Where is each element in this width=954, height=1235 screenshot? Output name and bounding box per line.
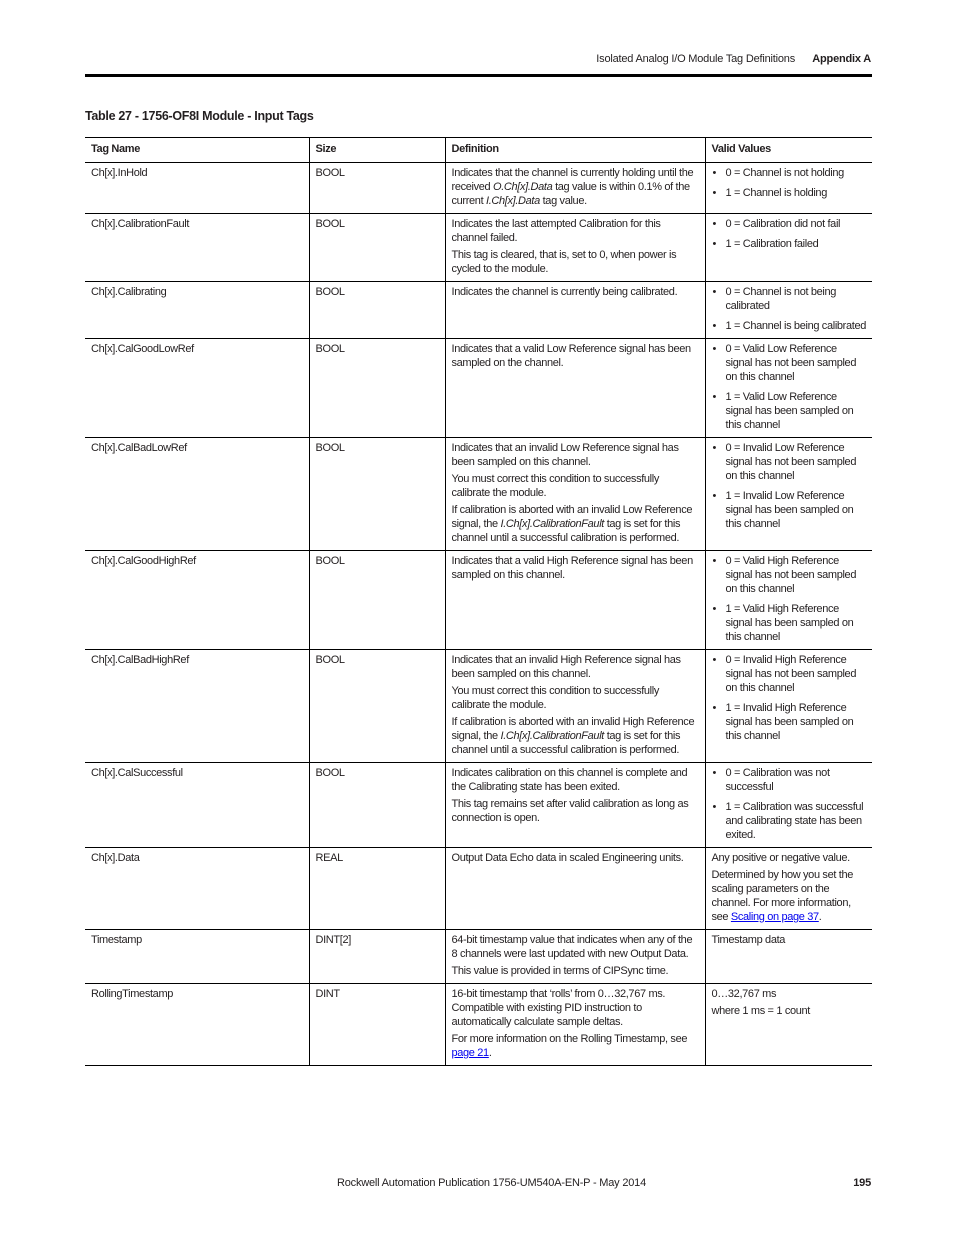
tag-reference: O.Ch[x].Data bbox=[492, 181, 553, 193]
definition-paragraph bbox=[452, 715, 699, 757]
tag-name-cell: Ch[x].CalBadHighRef bbox=[85, 650, 309, 763]
text-run: Indicates that an invalid High Reference signal has been sampled on this channel. bbox=[451, 654, 681, 680]
valid-values-cell bbox=[705, 438, 872, 551]
definition-paragraph bbox=[452, 684, 699, 712]
text-run: You must correct this condition to successfully calibrate the module. bbox=[451, 685, 660, 711]
valid-value-item bbox=[712, 285, 867, 313]
valid-value-text: 1 = Channel is holding bbox=[725, 187, 827, 199]
definition-paragraph bbox=[452, 653, 699, 681]
bullet-icon: • bbox=[712, 218, 717, 230]
publication-info: Rockwell Automation Publication 1756-UM540A-EN-P - May 2014 bbox=[337, 1177, 646, 1189]
text-run: Determined by how you set the scaling parameters on the channel. For more information, see bbox=[711, 869, 853, 923]
text-run: tag is set for this channel until a successful calibration is performed. bbox=[451, 730, 681, 756]
bullet-icon: • bbox=[712, 767, 717, 779]
definition-cell bbox=[445, 551, 705, 650]
table-header-row bbox=[85, 138, 872, 163]
valid-value-text: 1 = Valid High Reference signal has been sampled on this channel bbox=[725, 603, 854, 643]
table-title: Table 27 - 1756-OF8I Module - Input Tags bbox=[85, 109, 314, 123]
bullet-icon: • bbox=[712, 391, 717, 403]
valid-value-text: 1 = Invalid Low Reference signal has been sampled on this channel bbox=[725, 490, 854, 530]
size-cell: BOOL bbox=[309, 282, 445, 339]
valid-value-item bbox=[712, 390, 867, 432]
column-header-size: Size bbox=[309, 138, 445, 163]
tag-name-cell: Ch[x].Data bbox=[85, 848, 309, 930]
size-cell: BOOL bbox=[309, 163, 445, 214]
definition-paragraph bbox=[452, 342, 699, 370]
definition-paragraph bbox=[452, 285, 699, 299]
table-row bbox=[85, 930, 872, 984]
text-run: If calibration is aborted with an invalid High Reference signal, the bbox=[451, 716, 695, 742]
valid-values-paragraph bbox=[712, 868, 867, 924]
page-header bbox=[85, 53, 871, 69]
text-run: Indicates that a valid Low Reference signal has been sampled on the channel. bbox=[451, 343, 691, 369]
bullet-icon: • bbox=[712, 442, 717, 454]
bullet-icon: • bbox=[712, 702, 717, 714]
valid-value-text: 1 = Calibration was successful and calibrating state has been exited. bbox=[725, 801, 864, 841]
valid-values-cell bbox=[705, 763, 872, 848]
text-run: Any positive or negative value. bbox=[711, 852, 850, 864]
text-run: tag value. bbox=[539, 195, 587, 207]
page-number: 195 bbox=[853, 1177, 871, 1189]
valid-value-text: 0 = Calibration was not successful bbox=[725, 767, 830, 793]
definition-paragraph bbox=[452, 987, 699, 1029]
tag-name-cell: Ch[x].CalSuccessful bbox=[85, 763, 309, 848]
text-run: . bbox=[818, 911, 822, 923]
size-cell: BOOL bbox=[309, 339, 445, 438]
valid-value-item bbox=[712, 186, 867, 200]
size-cell: REAL bbox=[309, 848, 445, 930]
table-row bbox=[85, 339, 872, 438]
tag-reference: I.Ch[x].CalibrationFault bbox=[500, 518, 604, 530]
text-run: Timestamp data bbox=[711, 934, 786, 946]
text-run: 0…32,767 ms bbox=[711, 988, 777, 1000]
valid-value-text: 0 = Valid High Reference signal has not been sampled on this channel bbox=[725, 555, 857, 595]
valid-values-cell bbox=[705, 551, 872, 650]
tag-name-cell: RollingTimestamp bbox=[85, 984, 309, 1066]
definition-paragraph bbox=[452, 248, 699, 276]
definition-cell bbox=[445, 163, 705, 214]
valid-values-paragraph bbox=[712, 1004, 867, 1018]
bullet-icon: • bbox=[712, 320, 717, 332]
valid-value-text: 0 = Channel is not being calibrated bbox=[725, 286, 837, 312]
valid-values-list bbox=[712, 653, 867, 743]
definition-cell bbox=[445, 438, 705, 551]
valid-value-text: 0 = Calibration did not fail bbox=[725, 218, 841, 230]
text-run: 16-bit timestamp that ‘rolls’ from 0…32,767 ms. Compatible with existing PID instruction to automatically calculate sample deltas. bbox=[451, 988, 666, 1028]
valid-values-list bbox=[712, 217, 867, 251]
valid-value-text: 1 = Valid Low Reference signal has been sampled on this channel bbox=[725, 391, 854, 431]
definition-paragraph bbox=[452, 1032, 699, 1060]
valid-values-cell bbox=[705, 282, 872, 339]
text-run: . bbox=[488, 1047, 492, 1059]
table-row bbox=[85, 650, 872, 763]
table-row bbox=[85, 551, 872, 650]
definition-cell bbox=[445, 930, 705, 984]
column-header-definition: Definition bbox=[445, 138, 705, 163]
bullet-icon: • bbox=[712, 187, 717, 199]
bullet-icon: • bbox=[712, 490, 717, 502]
bullet-icon: • bbox=[712, 238, 717, 250]
definition-cell bbox=[445, 282, 705, 339]
definition-paragraph bbox=[452, 217, 699, 245]
valid-value-text: 0 = Channel is not holding bbox=[725, 167, 844, 179]
valid-value-text: 1 = Calibration failed bbox=[725, 238, 819, 250]
text-run: If calibration is aborted with an invalid Low Reference signal, the bbox=[451, 504, 693, 530]
valid-value-item bbox=[712, 766, 867, 794]
tag-name-cell: Ch[x].CalibrationFault bbox=[85, 214, 309, 282]
tag-reference: I.Ch[x].CalibrationFault bbox=[500, 730, 604, 742]
table-row bbox=[85, 984, 872, 1066]
valid-value-item bbox=[712, 217, 867, 231]
valid-value-item bbox=[712, 489, 867, 531]
tag-name-cell: Ch[x].CalBadLowRef bbox=[85, 438, 309, 551]
table-body bbox=[85, 163, 872, 1066]
valid-value-item bbox=[712, 319, 867, 333]
size-cell: BOOL bbox=[309, 551, 445, 650]
text-run: Indicates calibration on this channel is complete and the Calibrating state has been exited. bbox=[451, 767, 688, 793]
text-run: Indicates the last attempted Calibration for this channel failed. bbox=[451, 218, 661, 244]
text-run: 64-bit timestamp value that indicates when any of the 8 channels were last updated with new Output Data. bbox=[451, 934, 693, 960]
table-row bbox=[85, 848, 872, 930]
definition-cell bbox=[445, 650, 705, 763]
valid-value-text: 1 = Channel is being calibrated bbox=[725, 320, 867, 332]
valid-value-item bbox=[712, 800, 867, 842]
tag-reference: I.Ch[x].Data bbox=[486, 195, 540, 207]
definition-paragraph bbox=[452, 964, 699, 978]
bullet-icon: • bbox=[712, 555, 717, 567]
valid-values-paragraph bbox=[712, 851, 867, 865]
valid-values-cell bbox=[705, 339, 872, 438]
text-run: This tag is cleared, that is, set to 0, when power is cycled to the module. bbox=[451, 249, 677, 275]
tag-name-cell: Ch[x].InHold bbox=[85, 163, 309, 214]
valid-values-cell bbox=[705, 163, 872, 214]
valid-value-item bbox=[712, 237, 867, 251]
valid-value-text: 0 = Invalid High Reference signal has not been sampled on this channel bbox=[725, 654, 857, 694]
header-appendix-label: Appendix A bbox=[812, 53, 871, 65]
bullet-icon: • bbox=[712, 167, 717, 179]
table-row bbox=[85, 214, 872, 282]
valid-values-cell bbox=[705, 848, 872, 930]
definition-paragraph bbox=[452, 472, 699, 500]
valid-value-text: 0 = Valid Low Reference signal has not been sampled on this channel bbox=[725, 343, 857, 383]
definition-paragraph bbox=[452, 554, 699, 582]
bullet-icon: • bbox=[712, 286, 717, 298]
bullet-icon: • bbox=[712, 343, 717, 355]
definition-paragraph bbox=[452, 933, 699, 961]
text-run: Indicates that the channel is currently holding until the received bbox=[451, 167, 694, 193]
definition-paragraph bbox=[452, 166, 699, 208]
valid-values-list bbox=[712, 441, 867, 531]
valid-value-item bbox=[712, 441, 867, 483]
text-run: You must correct this condition to successfully calibrate the module. bbox=[451, 473, 660, 499]
definition-cell bbox=[445, 763, 705, 848]
definition-paragraph bbox=[452, 503, 699, 545]
cross-reference-link[interactable]: Scaling on page 37 bbox=[730, 911, 819, 923]
definition-paragraph bbox=[452, 441, 699, 469]
text-run: Output Data Echo data in scaled Engineering units. bbox=[451, 852, 684, 864]
valid-values-paragraph bbox=[712, 933, 867, 947]
valid-value-text: 1 = Invalid High Reference signal has been sampled on this channel bbox=[725, 702, 854, 742]
definition-cell bbox=[445, 848, 705, 930]
size-cell: BOOL bbox=[309, 763, 445, 848]
definition-paragraph bbox=[452, 851, 699, 865]
definition-paragraph bbox=[452, 797, 699, 825]
size-cell: DINT bbox=[309, 984, 445, 1066]
text-run: Indicates that an invalid Low Reference signal has been sampled on this channel. bbox=[451, 442, 679, 468]
size-cell: BOOL bbox=[309, 438, 445, 551]
valid-value-item bbox=[712, 701, 867, 743]
text-run: This value is provided in terms of CIPSync time. bbox=[451, 965, 669, 977]
tag-name-cell: Ch[x].CalGoodHighRef bbox=[85, 551, 309, 650]
text-run: tag is set for this channel until a successful calibration is performed. bbox=[451, 518, 681, 544]
valid-value-item bbox=[712, 602, 867, 644]
valid-value-item bbox=[712, 342, 867, 384]
valid-values-paragraph bbox=[712, 987, 867, 1001]
text-run: For more information on the Rolling Timestamp, see bbox=[451, 1033, 688, 1045]
valid-values-cell bbox=[705, 214, 872, 282]
valid-values-list bbox=[712, 766, 867, 842]
table-row bbox=[85, 438, 872, 551]
text-run: Indicates the channel is currently being calibrated. bbox=[451, 286, 678, 298]
definition-paragraph bbox=[452, 766, 699, 794]
text-run: Indicates that a valid High Reference signal has been sampled on this channel. bbox=[451, 555, 693, 581]
definition-cell bbox=[445, 339, 705, 438]
definition-cell bbox=[445, 984, 705, 1066]
size-cell: BOOL bbox=[309, 214, 445, 282]
header-section-title: Isolated Analog I/O Module Tag Definitions bbox=[596, 53, 795, 65]
table-row bbox=[85, 282, 872, 339]
valid-values-list bbox=[712, 285, 867, 333]
table-row bbox=[85, 163, 872, 214]
valid-values-list bbox=[712, 554, 867, 644]
text-run: tag value is within 0.1% of the current bbox=[451, 181, 690, 207]
table-row bbox=[85, 763, 872, 848]
bullet-icon: • bbox=[712, 654, 717, 666]
valid-values-cell bbox=[705, 984, 872, 1066]
valid-value-item bbox=[712, 166, 867, 180]
cross-reference-link[interactable]: page 21 bbox=[451, 1047, 489, 1059]
bullet-icon: • bbox=[712, 801, 717, 813]
size-cell: BOOL bbox=[309, 650, 445, 763]
text-run: This tag remains set after valid calibration as long as connection is open. bbox=[451, 798, 689, 824]
valid-values-list bbox=[712, 166, 867, 200]
column-header-tag-name: Tag Name bbox=[85, 138, 309, 163]
tag-name-cell: Timestamp bbox=[85, 930, 309, 984]
bullet-icon: • bbox=[712, 603, 717, 615]
input-tags-table bbox=[85, 137, 872, 1066]
valid-value-item bbox=[712, 554, 867, 596]
tag-name-cell: Ch[x].Calibrating bbox=[85, 282, 309, 339]
valid-values-cell bbox=[705, 930, 872, 984]
definition-cell bbox=[445, 214, 705, 282]
valid-values-list bbox=[712, 342, 867, 432]
valid-value-text: 0 = Invalid Low Reference signal has not been sampled on this channel bbox=[725, 442, 857, 482]
text-run: where 1 ms = 1 count bbox=[711, 1005, 810, 1017]
column-header-valid-values: Valid Values bbox=[705, 138, 872, 163]
size-cell: DINT[2] bbox=[309, 930, 445, 984]
header-rule bbox=[85, 74, 872, 77]
tag-name-cell: Ch[x].CalGoodLowRef bbox=[85, 339, 309, 438]
valid-values-cell bbox=[705, 650, 872, 763]
valid-value-item bbox=[712, 653, 867, 695]
